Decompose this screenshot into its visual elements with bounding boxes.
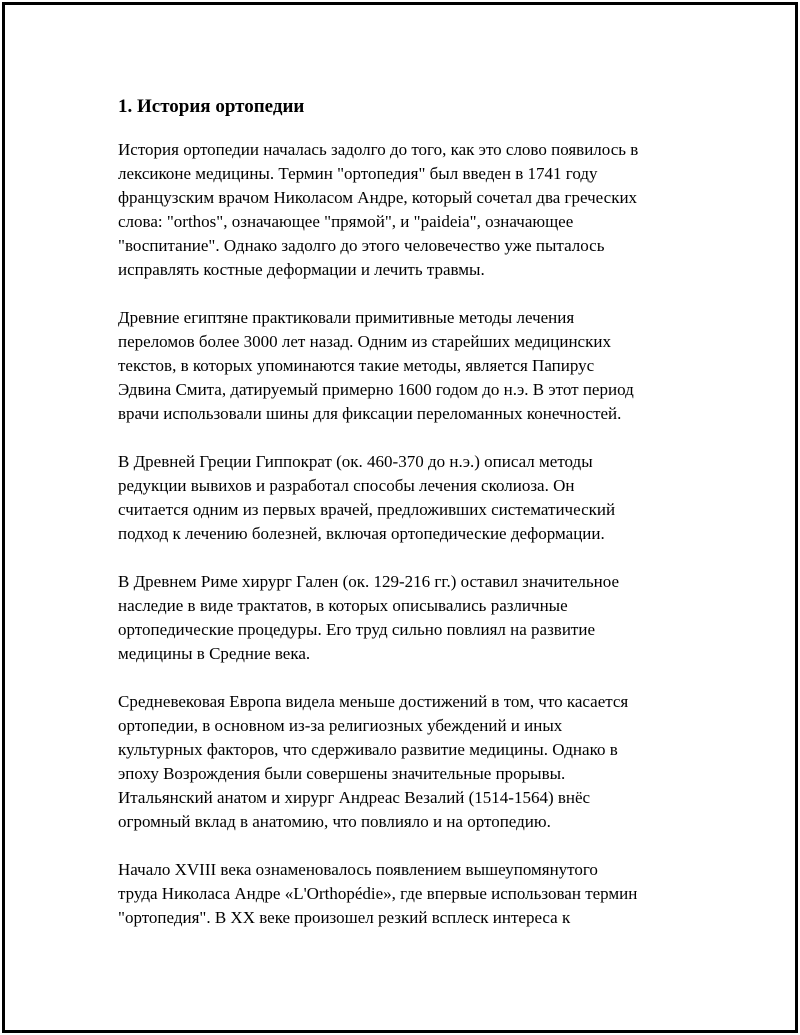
paragraph-3 [118, 450, 718, 546]
text-line: текстов, в которых упоминаются такие методы, является Папирус [118, 356, 595, 375]
text-line: В Древнем Риме хирург Гален (ок. 129-216 гг.) оставил значительное [118, 572, 620, 591]
text-line: эпоху Возрождения были совершены значительные прорывы. [118, 764, 566, 783]
document-body [118, 95, 718, 954]
text-line: "ортопедия". В XX веке произошел резкий всплеск интереса к [118, 908, 571, 927]
text-line: огромный вклад в анатомию, что повлияло и на ортопедию. [118, 812, 551, 831]
text-line: труда Николаса Андре «L'Orthopédie», где впервые использован термин [118, 884, 638, 903]
text-line: История ортопедии началась задолго до того, как это слово появилось в [118, 140, 639, 159]
text-line: считается одним из первых врачей, предложивших систематический [118, 500, 616, 519]
text-line: переломов более 3000 лет назад. Одним из старейших медицинских [118, 332, 611, 351]
paragraph-6 [118, 858, 718, 930]
text-line: редукции вывихов и разработал способы лечения сколиоза. Он [118, 476, 575, 495]
text-line: Начало XVIII века ознаменовалось появлением вышеупомянутого [118, 860, 598, 879]
text-line: врачи использовали шины для фиксации переломанных конечностей. [118, 404, 622, 423]
text-line: исправлять костные деформации и лечить травмы. [118, 260, 485, 279]
text-line: В Древней Греции Гиппократ (ок. 460-370 до н.э.) описал методы [118, 452, 593, 471]
paragraph-2 [118, 306, 718, 426]
text-line: французским врачом Николасом Андре, который сочетал два греческих [118, 188, 638, 207]
text-line: наследие в виде трактатов, в которых описывались различные [118, 596, 568, 615]
text-line: Итальянский анатом и хирург Андреас Везалий (1514-1564) внёс [118, 788, 591, 807]
text-line: Средневековая Европа видела меньше достижений в том, что касается [118, 692, 629, 711]
paragraph-4 [118, 570, 718, 666]
section-title: 1. История ортопедии [118, 96, 305, 117]
paragraph-5 [118, 690, 718, 834]
text-line: слова: "orthos", означающее "прямой", и "paideia", означающее [118, 212, 574, 231]
text-line: подход к лечению болезней, включая ортопедические деформации. [118, 524, 605, 543]
text-line: культурных факторов, что сдерживало развитие медицины. Однако в [118, 740, 618, 759]
text-line: ортопедии, в основном из-за религиозных убеждений и иных [118, 716, 563, 735]
text-line: ортопедические процедуры. Его труд сильно повлиял на развитие [118, 620, 595, 639]
text-line: "воспитание". Однако задолго до этого человечество уже пыталось [118, 236, 605, 255]
paragraph-1 [118, 138, 718, 282]
text-line: медицины в Средние века. [118, 644, 311, 663]
text-line: лексиконе медицины. Термин "ортопедия" был введен в 1741 году [118, 164, 598, 183]
text-line: Эдвина Смита, датируемый примерно 1600 годом до н.э. В этот период [118, 380, 634, 399]
text-line: Древние египтяне практиковали примитивные методы лечения [118, 308, 575, 327]
